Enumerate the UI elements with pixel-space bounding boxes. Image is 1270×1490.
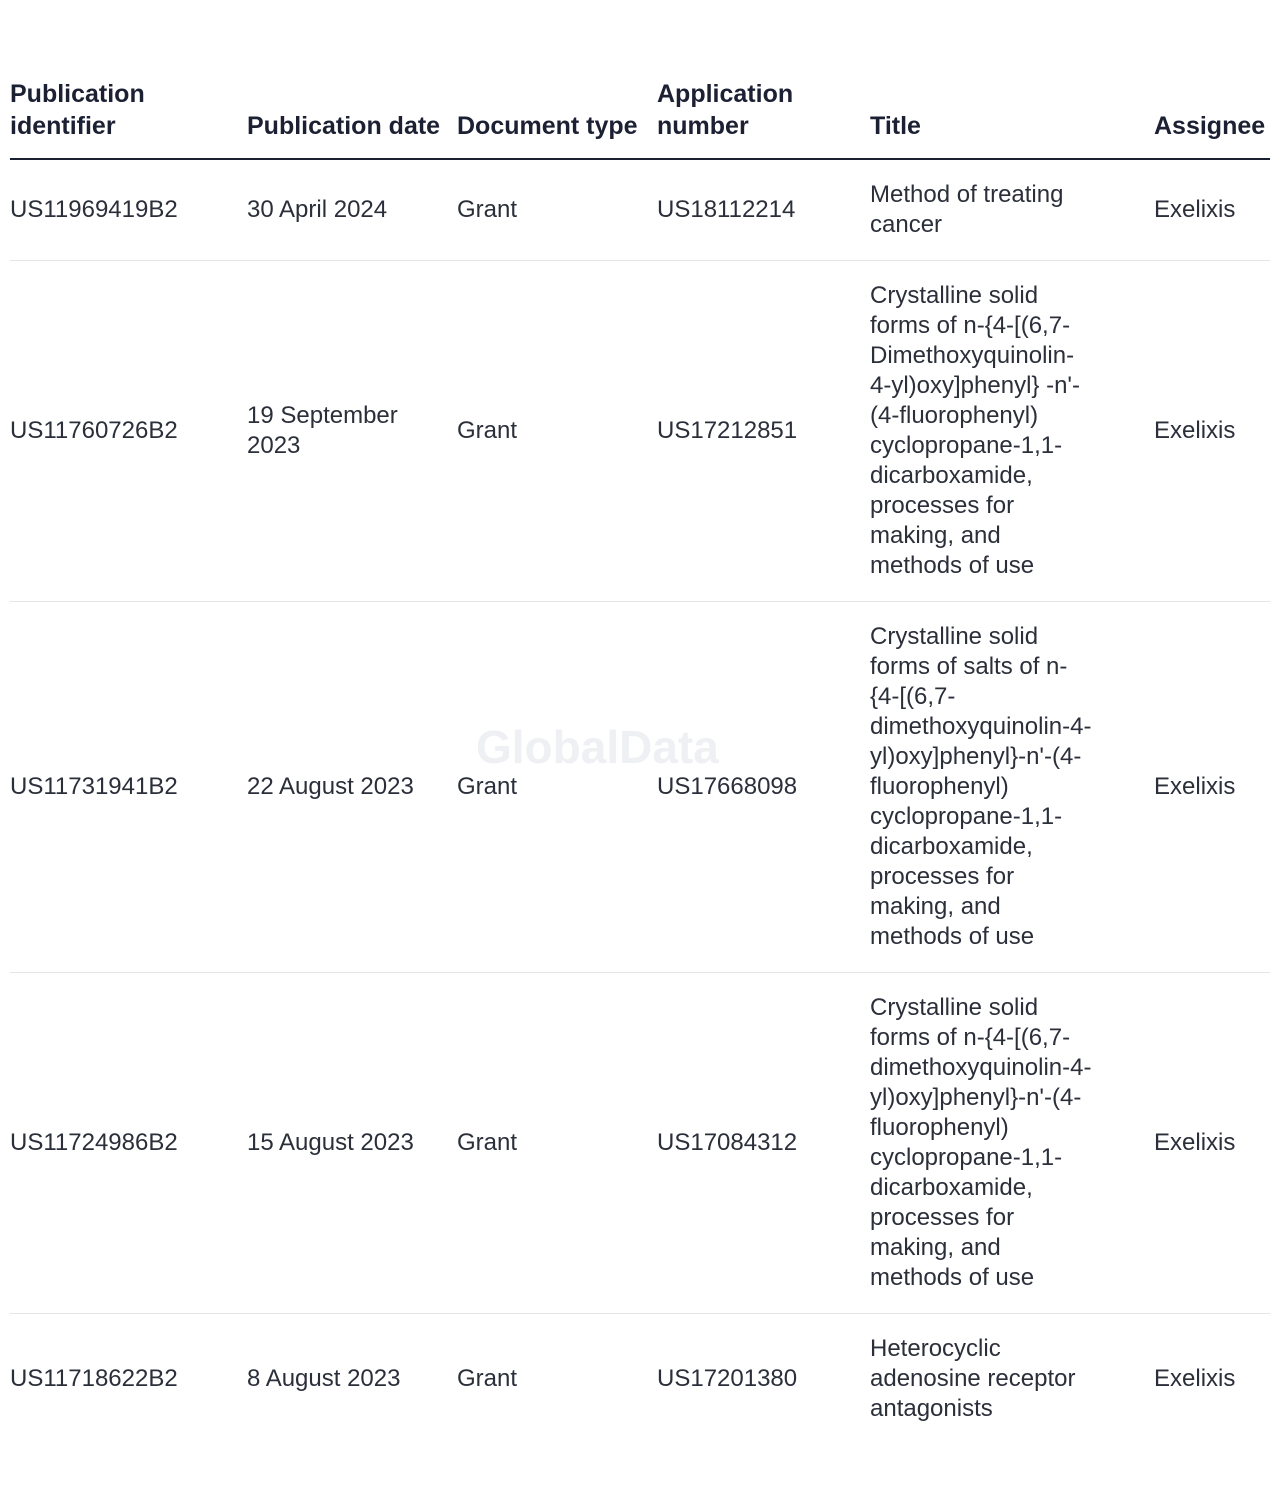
cell-assignee: Exelixis bbox=[1154, 973, 1270, 1314]
cell-publication-identifier: US11731941B2 bbox=[10, 602, 247, 973]
patents-table bbox=[10, 78, 1270, 1444]
header-title: Title bbox=[870, 78, 1154, 159]
cell-publication-identifier: US11760726B2 bbox=[10, 261, 247, 602]
cell-assignee: Exelixis bbox=[1154, 261, 1270, 602]
cell-assignee: Exelixis bbox=[1154, 159, 1270, 261]
table-header-row bbox=[10, 78, 1270, 159]
table-row bbox=[10, 602, 1270, 973]
table-row bbox=[10, 261, 1270, 602]
header-application-number: Application number bbox=[657, 78, 870, 159]
cell-assignee: Exelixis bbox=[1154, 1365, 1236, 1392]
table-row bbox=[10, 1314, 1270, 1445]
cell-publication-identifier: US11724986B2 bbox=[10, 973, 247, 1314]
cell-document-type: Grant bbox=[457, 159, 657, 261]
header-publication-date: Publication date bbox=[247, 78, 457, 159]
cell-publication-date: 30 April 2024 bbox=[247, 159, 457, 261]
cell-publication-identifier: US11718622B2 bbox=[10, 1365, 178, 1392]
cell-application-number: US17084312 bbox=[657, 973, 870, 1314]
globaldata-watermark: GlobalData bbox=[476, 721, 719, 773]
cell-title: Crystalline solid forms of salts of n-{4-[(6,7-dimethoxyquinolin-4-yl)oxy]phenyl}-n'-(4-fluorophenyl) cyclopropane-1,1-dicarboxamide, processes for making, and methods of use bbox=[870, 602, 1154, 973]
cell-document-type: Grant bbox=[457, 261, 657, 602]
cell-application-number: US17668098 bbox=[657, 602, 870, 973]
table-row bbox=[10, 973, 1270, 1314]
cell-publication-identifier: US11969419B2 bbox=[10, 159, 247, 261]
patents-table-container bbox=[10, 78, 1266, 1444]
cell-application-number: US17201380 bbox=[657, 1365, 798, 1392]
cell-publication-date: 15 August 2023 bbox=[247, 973, 457, 1314]
cell-publication-date: 19 September 2023 bbox=[247, 261, 457, 602]
header-publication-identifier: Publication identifier bbox=[10, 78, 247, 159]
cell-publication-date: 8 August 2023 bbox=[247, 1365, 401, 1392]
cell-title: Crystalline solid forms of n-{4-[(6,7-dimethoxyquinolin-4-yl)oxy]phenyl}-n'-(4-fluorophenyl) cyclopropane-1,1-dicarboxamide, processes for making, and methods of use bbox=[870, 973, 1154, 1314]
cell-application-number: US17212851 bbox=[657, 261, 870, 602]
cell-title: Crystalline solid forms of n-{4-[(6,7-Dimethoxyquinolin-4-yl)oxy]phenyl} -n'-(4-fluorophenyl) cyclopropane-1,1-dicarboxamide, processes for making, and methods of use bbox=[870, 261, 1154, 602]
cell-publication-date: 22 August 2023 bbox=[247, 602, 457, 973]
cell-document-type: Grant bbox=[457, 602, 657, 973]
table-row bbox=[10, 159, 1270, 261]
cell-document-type: Grant bbox=[457, 973, 657, 1314]
cell-title: Method of treating cancer bbox=[870, 159, 1154, 261]
header-document-type: Document type bbox=[457, 78, 657, 159]
cell-assignee: Exelixis bbox=[1154, 602, 1270, 973]
header-assignee: Assignee bbox=[1154, 78, 1270, 159]
cell-application-number: US18112214 bbox=[657, 159, 870, 261]
cell-title: Heterocyclic adenosine receptor antagonists bbox=[870, 1335, 1076, 1422]
cell-document-type: Grant bbox=[457, 1365, 518, 1392]
